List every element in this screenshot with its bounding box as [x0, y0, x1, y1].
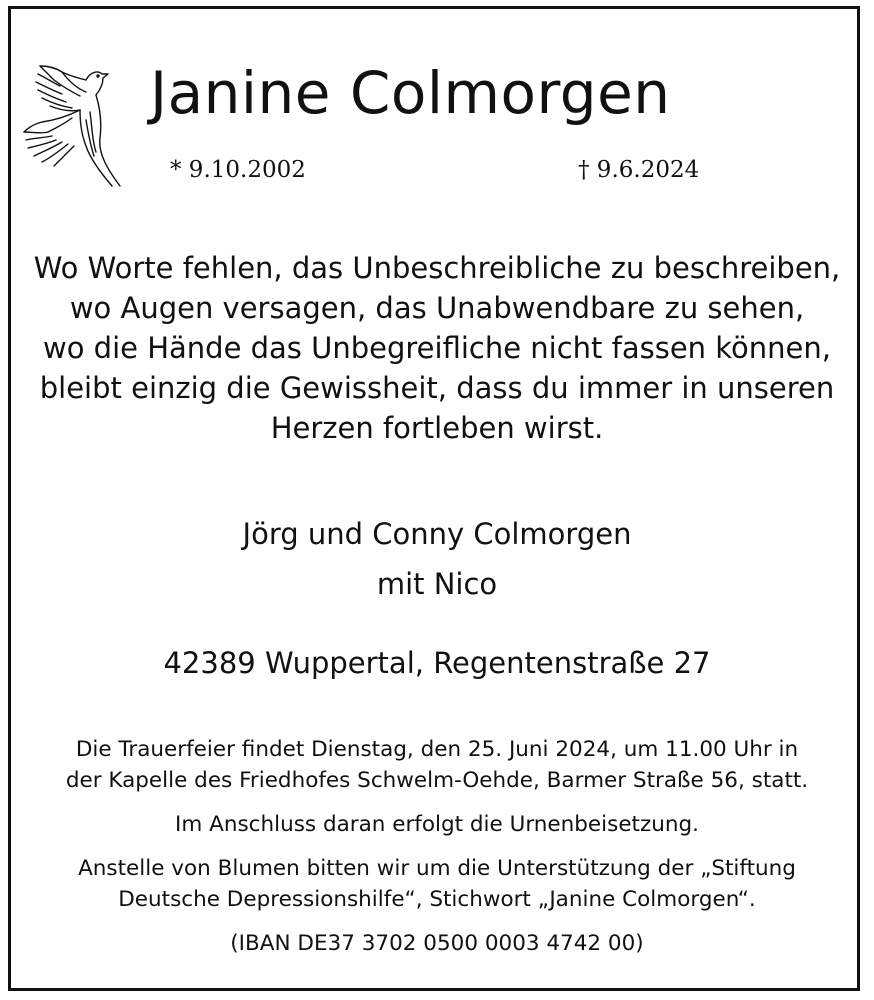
- spacer: [20, 915, 854, 928]
- spacer: [20, 840, 854, 853]
- ceremony-line: Die Trauerfeier findet Dienstag, den 25. Juni 2024, um 11.00 Uhr in: [75, 737, 799, 762]
- mourners: [20, 509, 854, 609]
- death-date: † 9.6.2024: [578, 157, 700, 183]
- spacer: [20, 796, 854, 809]
- funeral-notice: [20, 734, 854, 959]
- verse-line: Wo Worte fehlen, das Unbeschreibliche zu beschreiben,: [33, 251, 841, 285]
- deceased-name: Janine Colmorgen: [150, 59, 671, 127]
- iban-line: (IBAN DE37 3702 0500 0003 4742 00): [230, 931, 644, 956]
- mourners-names: Jörg und Conny Colmorgen: [242, 517, 632, 551]
- dove-icon: [20, 62, 128, 190]
- verse-line: wo die Hände das Unbegreifliche nicht fassen können,: [43, 331, 831, 365]
- memorial-verse: [20, 248, 854, 448]
- burial-line: Im Anschluss daran erfolgt die Urnenbeisetzung.: [175, 812, 699, 837]
- birth-date: * 9.10.2002: [170, 157, 306, 183]
- donation-line: Anstelle von Blumen bitten wir um die Unterstützung der „Stiftung: [78, 856, 796, 881]
- verse-line: bleibt einzig die Gewissheit, dass du immer in unseren: [39, 371, 835, 405]
- ceremony-line: der Kapelle des Friedhofes Schwelm-Oehde, Barmer Straße 56, statt.: [65, 768, 809, 793]
- mourners-child: mit Nico: [376, 567, 498, 601]
- donation-line: Deutsche Depressionshilfe“, Stichwort „Janine Colmorgen“.: [118, 887, 756, 912]
- verse-line: wo Augen versagen, das Unabwendbare zu sehen,: [69, 291, 805, 325]
- family-address: 42389 Wuppertal, Regentenstraße 27: [163, 646, 711, 680]
- verse-line: Herzen fortleben wirst.: [270, 411, 604, 445]
